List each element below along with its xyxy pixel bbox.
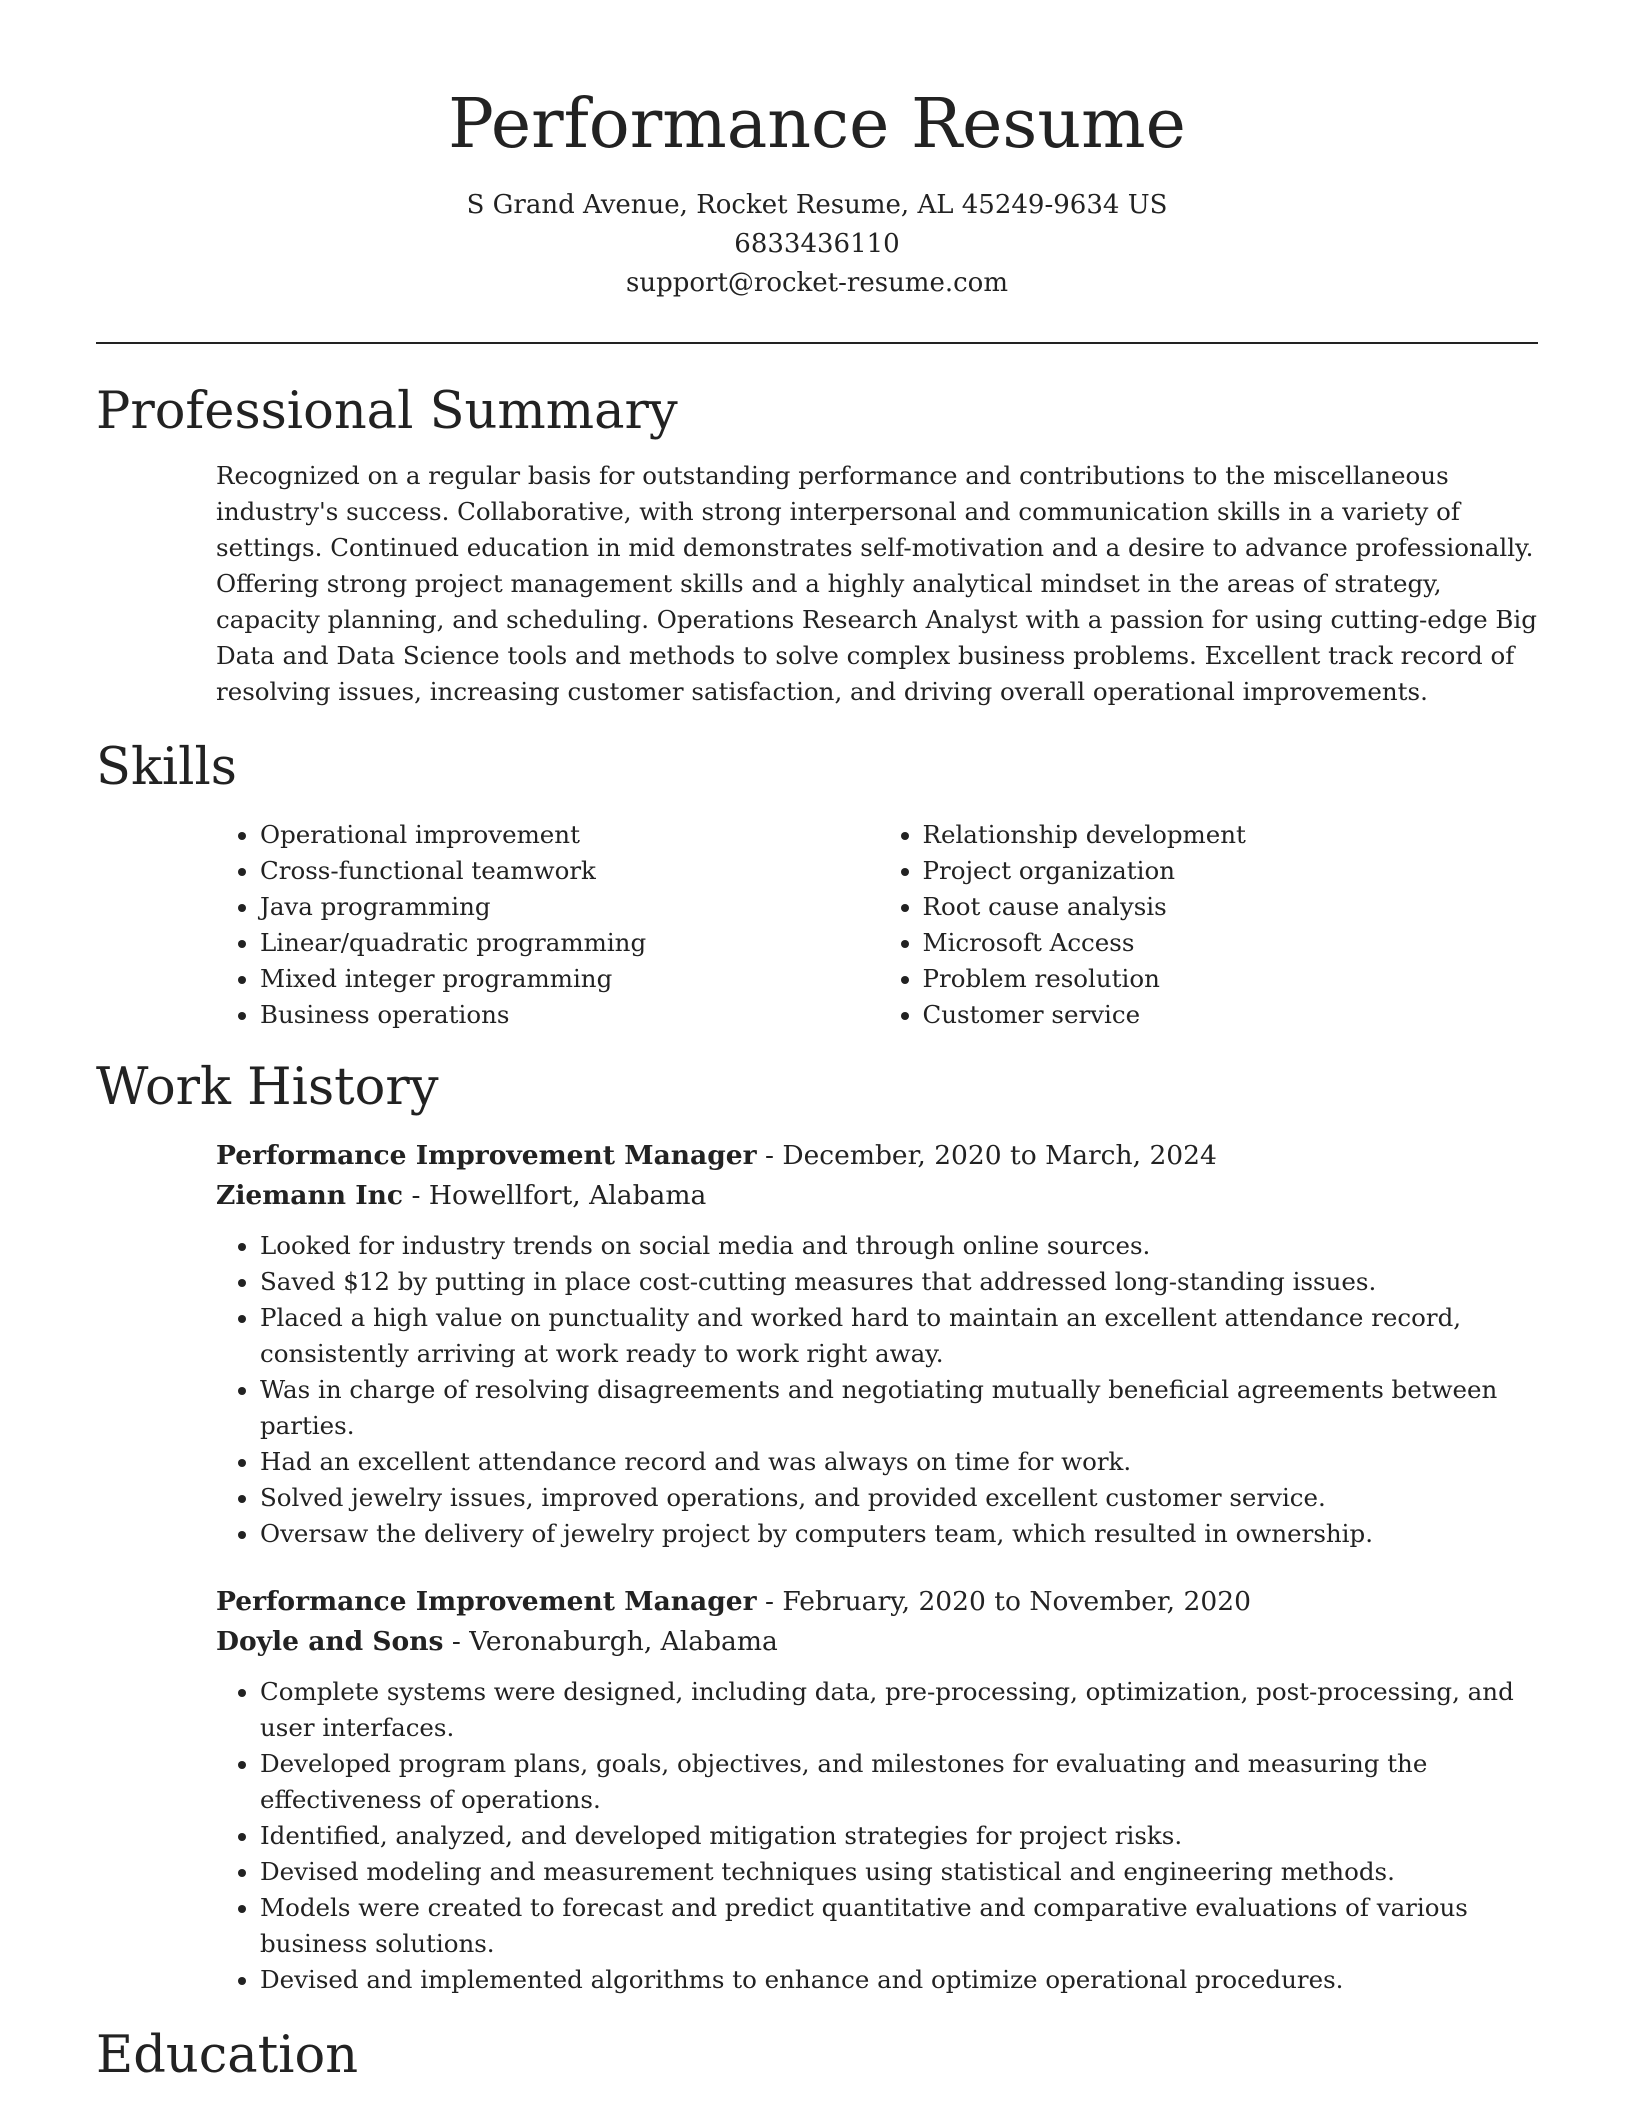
skill-item: • Project organization	[923, 853, 1542, 889]
summary-text: Recognized on a regular basis for outstanding performance and contributions to the miscellaneous industry's success. Collaborative, with strong interpersonal and communication skills in a variety of settings. Continued education in mid demonstrates self-motivation and a desire to advance professionally. Offering strong project management skills and a highly analytical mindset in the areas of strategy, capacity planning, and scheduling. Operations Research Analyst with a passion for using cutting-edge Big Data and Data Science tools and methods to solve complex business problems. Excellent track record of resolving issues, increasing customer satisfaction, and driving overall operational improvements.	[216, 461, 1537, 706]
skill-item: • Relationship development	[923, 817, 1542, 853]
candidate-name: Performance Resume	[448, 85, 1186, 164]
duty-item: • Placed a high value on punctuality and worked hard to maintain an excellent attendance record, consistently arriving at work ready to work right away.	[260, 1300, 1541, 1372]
duty-item: • Identified, analyzed, and developed mitigation strategies for project risks.	[260, 1818, 1541, 1854]
skill-item: • Linear/quadratic programming	[260, 925, 879, 961]
skill-item: • Customer service	[923, 997, 1542, 1033]
contact-info	[96, 186, 1538, 303]
duty-item: • Oversaw the delivery of jewelry project by computers team, which resulted in ownership.	[260, 1516, 1541, 1552]
duty-item: • Had an excellent attendance record and was always on time for work.	[260, 1444, 1541, 1480]
skills-column-left	[216, 817, 879, 1033]
duty-item: • Looked for industry trends on social media and through online sources.	[260, 1228, 1541, 1264]
job-entry	[216, 1582, 1541, 1998]
job-position: Performance Improvement Manager	[216, 1140, 757, 1171]
education-heading: Education	[96, 2026, 359, 2085]
job-company: Doyle and Sons	[216, 1626, 444, 1657]
work-history-heading: Work History	[96, 1058, 439, 1117]
job-dates: - February, 2020 to November, 2020	[756, 1586, 1251, 1617]
summary-heading: Professional Summary	[96, 382, 678, 441]
job-dates: - December, 2020 to March, 2024	[756, 1140, 1217, 1171]
duty-item: • Devised and implemented algorithms to enhance and optimize operational procedures.	[260, 1962, 1541, 1998]
skill-item: • Mixed integer programming	[260, 961, 879, 997]
duty-item: • Was in charge of resolving disagreements and negotiating mutually beneficial agreements between parties.	[260, 1372, 1541, 1444]
job-location: - Veronaburgh, Alabama	[443, 1626, 778, 1657]
duty-item: • Complete systems were designed, including data, pre-processing, optimization, post-processing, and user interfaces.	[260, 1674, 1541, 1746]
job-company-line	[216, 1622, 1541, 1662]
duty-item: • Solved jewelry issues, improved operations, and provided excellent customer service.	[260, 1480, 1541, 1516]
job-duties	[216, 1674, 1541, 1998]
skill-item: • Cross-functional teamwork	[260, 853, 879, 889]
duty-item: • Developed program plans, goals, objectives, and milestones for evaluating and measuring the effectiveness of operations.	[260, 1746, 1541, 1818]
job-duties	[216, 1228, 1541, 1552]
skills-heading: Skills	[96, 738, 237, 797]
phone-number: 6833436110	[734, 229, 900, 259]
skill-item: • Java programming	[260, 889, 879, 925]
email-address[interactable]: support@rocket-resume.com	[625, 268, 1008, 298]
skill-item: • Business operations	[260, 997, 879, 1033]
resume-header	[96, 80, 1538, 303]
skills-column-right	[879, 817, 1542, 1033]
job-entry	[216, 1136, 1541, 1552]
duty-item: • Saved $12 by putting in place cost-cutting measures that addressed long-standing issues.	[260, 1264, 1541, 1300]
job-position: Performance Improvement Manager	[216, 1586, 757, 1617]
job-title-line	[216, 1136, 1541, 1176]
job-location: - Howellfort, Alabama	[403, 1180, 707, 1211]
job-company-line	[216, 1176, 1541, 1216]
address-line: S Grand Avenue, Rocket Resume, AL 45249-9634 US	[466, 190, 1168, 220]
skill-item: • Root cause analysis	[923, 889, 1542, 925]
skill-item: • Microsoft Access	[923, 925, 1542, 961]
skill-item: • Problem resolution	[923, 961, 1542, 997]
skill-item: • Operational improvement	[260, 817, 879, 853]
job-company: Ziemann Inc	[216, 1180, 404, 1211]
duty-item: • Devised modeling and measurement techniques using statistical and engineering methods.	[260, 1854, 1541, 1890]
skills-list	[216, 817, 1541, 1033]
header-divider	[96, 342, 1538, 344]
job-title-line	[216, 1582, 1541, 1622]
duty-item: • Models were created to forecast and predict quantitative and comparative evaluations of various business solutions.	[260, 1890, 1541, 1962]
